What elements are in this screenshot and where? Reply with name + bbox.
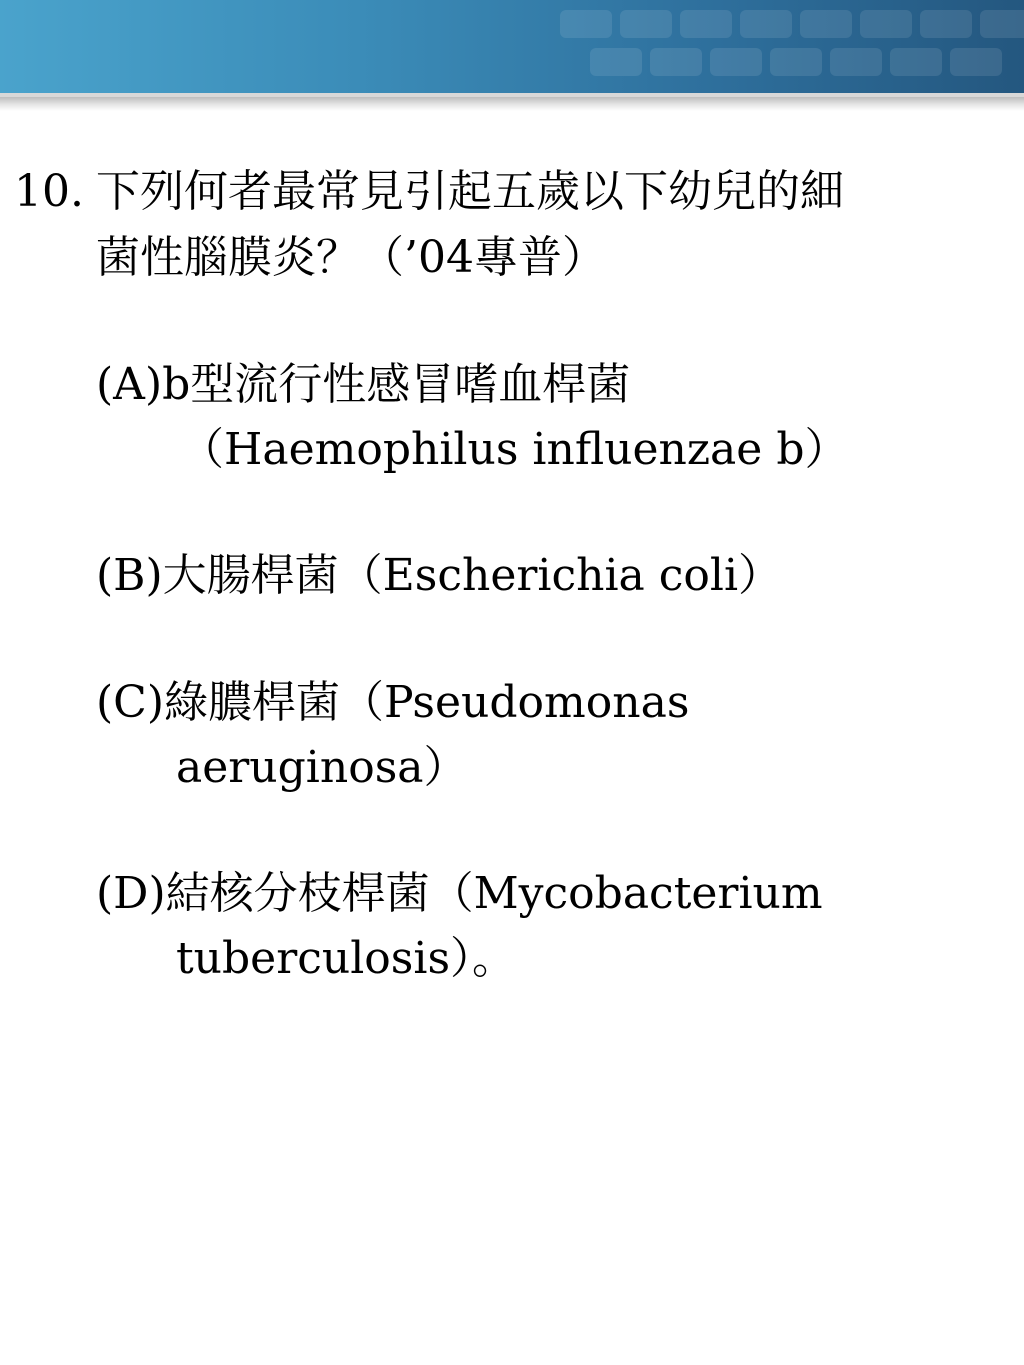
option-a-line-2: （Haemophilus influenzae b） — [180, 424, 849, 475]
header-band — [0, 0, 1024, 93]
option-d-line-2: tuberculosis）。 — [176, 933, 517, 984]
header-decoration — [920, 10, 972, 38]
header-decoration — [800, 10, 852, 38]
option-c-line-1: (C)綠膿桿菌（Pseudomonas — [96, 677, 690, 728]
option-a-line-1: (A)b型流行性感冒嗜血桿菌 — [96, 359, 631, 410]
header-decoration — [560, 10, 612, 38]
header-decoration — [830, 48, 882, 76]
option-d-line-1: (D)結核分枝桿菌（Mycobacterium — [96, 868, 823, 919]
question-text-line-1: 下列何者最常見引起五歲以下幼兒的細 — [96, 166, 844, 217]
header-decoration — [770, 48, 822, 76]
header-shadow — [0, 97, 1024, 111]
header-decoration — [740, 10, 792, 38]
header-decoration — [590, 48, 642, 76]
question-number: 10. — [14, 166, 84, 217]
header-decoration — [680, 10, 732, 38]
header-decoration — [950, 48, 1002, 76]
header-decoration — [890, 48, 942, 76]
header-decoration — [620, 10, 672, 38]
option-b-line-1: (B)大腸桿菌（Escherichia coli） — [96, 550, 783, 601]
header-decoration — [710, 48, 762, 76]
header-decoration — [980, 10, 1024, 38]
header-decoration — [860, 10, 912, 38]
option-c-line-2: aeruginosa） — [176, 742, 468, 793]
header-decoration — [650, 48, 702, 76]
question-text-line-2: 菌性腦膜炎？（’04專普） — [96, 232, 606, 283]
